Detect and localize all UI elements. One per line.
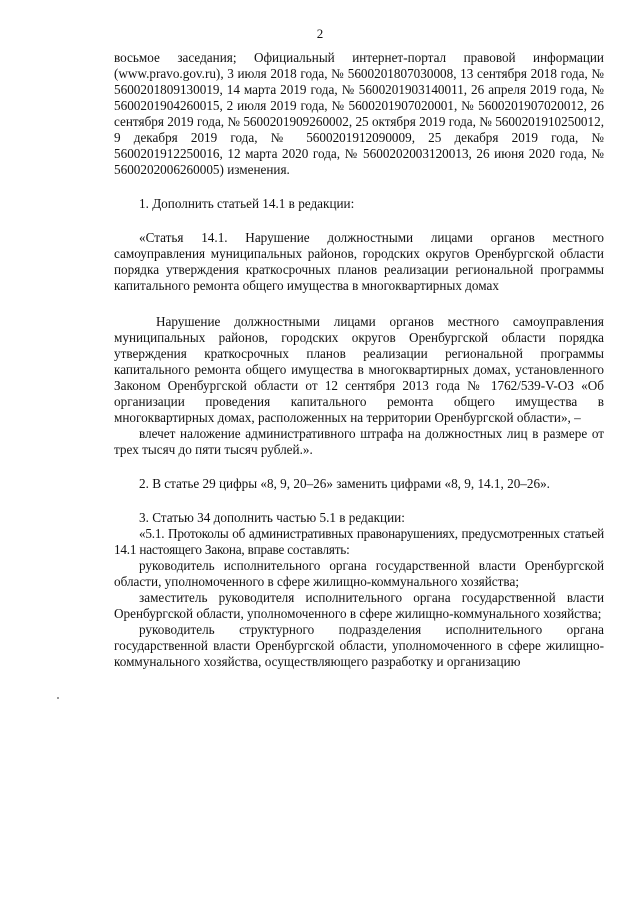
paragraph-item-1: 1. Дополнить статьей 14.1 в редакции: <box>139 196 355 211</box>
paragraph-penalty: влечет наложение административного штрафа на должностных лиц в размере от трех тысяч до пяти тысяч рублей.». <box>114 426 604 457</box>
paragraph-article-14-1-title: «Статья 14.1. Нарушение должностными лицами органов местного самоуправления муниципальных районов, городских округов Оренбургской области порядка утверждения краткосрочных планов реализации региональной программы капитального ремонта общего имущества в многоквартирных домах <box>114 230 604 293</box>
paragraph-item-2: 2. В статье 29 цифры «8, 9, 20–26» заменить цифрами «8, 9, 14.1, 20–26». <box>139 476 550 491</box>
page-number: 2 <box>316 26 324 41</box>
paragraph-list-division-head: руководитель структурного подразделения исполнительного органа государственной власти Оренбургской области, уполномоченного в сфере жилищно-коммунального хозяйства, осуществляющего разработку и организацию <box>114 622 604 669</box>
paragraph-list-head: руководитель исполнительного органа государственной власти Оренбургской области, уполномоченного в сфере жилищно-коммунального хозяйства; <box>114 558 604 589</box>
scan-speck <box>57 697 59 699</box>
paragraph-item-3: 3. Статью 34 дополнить частью 5.1 в редакции: <box>139 510 405 525</box>
paragraph-part-5-1: «5.1. Протоколы об административных правонарушениях, предусмотренных статьей 14.1 настоящего Закона, вправе составлять: <box>114 526 604 557</box>
paragraph-list-deputy: заместитель руководителя исполнительного органа государственной власти Оренбургской области, уполномоченного в сфере жилищно-коммунального хозяйства; <box>114 590 604 621</box>
paragraph-publication-sources: восьмое заседания; Официальный интернет-портал правовой информации (www.pravo.gov.ru), 3 июля 2018 года, № 5600201807030008, 13 сентября 2018 года, № 5600201809130019, 14 марта 2019 года, № 5600201903140011, 26 апреля 2019 года, № 5600201904260015, 2 июля 2019 года, № 5600201907020001, № 5600201907020012, 26 сентября 2019 года, № 5600201909260002, 25 октября 2019 года, № 5600201910250012, 9 декабря 2019 года, № 5600201912090009, 25 декабря 2019 года, № 5600201912250016, 12 марта 2020 года, № 5600202003120013, 26 июня 2020 года, № 5600202006260005) изменения. <box>114 50 604 177</box>
paragraph-article-14-1-body: Нарушение должностными лицами органов местного самоуправления муниципальных районов, городских округов Оренбургской области порядка утверждения краткосрочных планов реализации региональной программы капитального ремонта общего имущества в многоквартирных домах, установленного Законом Оренбургской области от 12 сентября 2013 года № 1762/539-V-ОЗ «Об организации проведения капитального ремонта общего имущества в многоквартирных домах, расположенных на территории Оренбургской области», – <box>114 314 604 425</box>
document-body <box>114 50 604 670</box>
